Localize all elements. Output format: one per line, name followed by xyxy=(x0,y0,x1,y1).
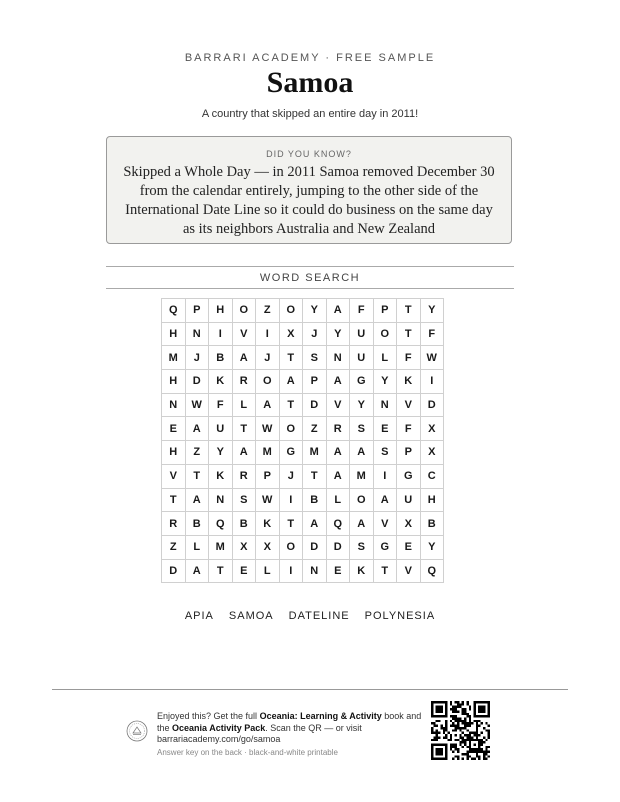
word-list xyxy=(0,610,620,622)
grid-cell: T xyxy=(162,488,186,512)
grid-cell: A xyxy=(303,512,327,536)
grid-cell: R xyxy=(162,512,186,536)
grid-cell: A xyxy=(326,441,350,465)
grid-cell: R xyxy=(232,370,256,394)
grid-cell: G xyxy=(279,441,303,465)
grid-cell: A xyxy=(185,417,209,441)
grid-row xyxy=(162,535,444,559)
grid-cell: Y xyxy=(350,393,374,417)
footer-divider xyxy=(52,689,568,690)
grid-cell: Z xyxy=(256,299,280,323)
grid-cell: E xyxy=(373,417,397,441)
grid-cell: T xyxy=(185,464,209,488)
word-item: DATELINE xyxy=(288,610,350,622)
grid-cell: S xyxy=(373,441,397,465)
qr-code-icon[interactable] xyxy=(431,701,490,760)
grid-cell: Y xyxy=(326,322,350,346)
grid-cell: X xyxy=(232,535,256,559)
grid-row xyxy=(162,512,444,536)
grid-cell: B xyxy=(420,512,444,536)
grid-cell: A xyxy=(326,464,350,488)
grid-cell: P xyxy=(185,299,209,323)
grid-cell: A xyxy=(326,370,350,394)
grid-cell: W xyxy=(256,488,280,512)
grid-cell: T xyxy=(209,559,233,583)
grid-cell: G xyxy=(350,370,374,394)
grid-cell: M xyxy=(303,441,327,465)
grid-cell: S xyxy=(350,417,374,441)
grid-cell: D xyxy=(303,393,327,417)
grid-cell: E xyxy=(232,559,256,583)
grid-cell: H xyxy=(162,322,186,346)
grid-cell: R xyxy=(232,464,256,488)
divider xyxy=(106,266,514,267)
grid-cell: X xyxy=(420,441,444,465)
fact-text: Skipped a Whole Day — in 2011 Samoa removed December 30 from the calendar entirely, jumping to the other side of the International Date Line so it could do business on the same day as its neighbors Australia and New Zealand xyxy=(123,164,495,237)
grid-cell: X xyxy=(420,417,444,441)
grid-cell: B xyxy=(303,488,327,512)
grid-cell: B xyxy=(232,512,256,536)
grid-cell: M xyxy=(209,535,233,559)
divider xyxy=(106,288,514,289)
page-subtitle: A country that skipped an entire day in 2011! xyxy=(201,108,419,120)
grid-cell: Q xyxy=(420,559,444,583)
grid-cell: I xyxy=(373,464,397,488)
grid-cell: Z xyxy=(303,417,327,441)
grid-cell: W xyxy=(185,393,209,417)
pack-title: Oceania Activity Pack xyxy=(172,722,266,733)
grid-cell: H xyxy=(162,370,186,394)
grid-row xyxy=(162,441,444,465)
grid-cell: D xyxy=(326,535,350,559)
footer-note: Answer key on the back · black-and-white printable xyxy=(157,747,338,757)
grid-cell: G xyxy=(373,535,397,559)
grid-cell: A xyxy=(350,441,374,465)
grid-row xyxy=(162,370,444,394)
grid-cell: G xyxy=(397,464,421,488)
grid-row xyxy=(162,417,444,441)
grid-cell: K xyxy=(397,370,421,394)
grid-cell: A xyxy=(350,512,374,536)
word-item: SAMOA xyxy=(228,610,274,622)
grid-cell: O xyxy=(350,488,374,512)
grid-cell: L xyxy=(185,535,209,559)
word-item: POLYNESIA xyxy=(364,610,436,622)
grid-cell: V xyxy=(162,464,186,488)
grid-cell: N xyxy=(185,322,209,346)
grid-cell: V xyxy=(373,512,397,536)
eyebrow: BARRARI ACADEMY · FREE SAMPLE xyxy=(184,52,436,64)
grid-row xyxy=(162,322,444,346)
grid-cell: D xyxy=(420,393,444,417)
grid-cell: M xyxy=(256,441,280,465)
grid-cell: A xyxy=(373,488,397,512)
grid-cell: Z xyxy=(162,535,186,559)
grid-cell: Q xyxy=(326,512,350,536)
grid-cell: K xyxy=(209,370,233,394)
grid-cell: I xyxy=(209,322,233,346)
grid-cell: K xyxy=(209,464,233,488)
grid-cell: U xyxy=(209,417,233,441)
grid-row xyxy=(162,393,444,417)
grid-cell: F xyxy=(350,299,374,323)
grid-cell: F xyxy=(209,393,233,417)
grid-cell: A xyxy=(185,559,209,583)
grid-row xyxy=(162,464,444,488)
grid-cell: Q xyxy=(209,512,233,536)
grid-cell: V xyxy=(397,393,421,417)
grid-cell: O xyxy=(373,322,397,346)
grid-cell: J xyxy=(256,346,280,370)
grid-cell: K xyxy=(350,559,374,583)
grid-cell: N xyxy=(209,488,233,512)
grid-cell: P xyxy=(373,299,397,323)
grid-cell: N xyxy=(162,393,186,417)
grid-cell: I xyxy=(279,559,303,583)
grid-cell: P xyxy=(303,370,327,394)
grid-cell: H xyxy=(162,441,186,465)
grid-cell: M xyxy=(350,464,374,488)
grid-cell: A xyxy=(326,299,350,323)
fact-box xyxy=(106,136,512,244)
word-search-title: WORD SEARCH xyxy=(259,272,361,284)
grid-cell: T xyxy=(303,464,327,488)
grid-cell: F xyxy=(397,417,421,441)
grid-cell: A xyxy=(232,441,256,465)
grid-cell: S xyxy=(232,488,256,512)
grid-cell: L xyxy=(256,559,280,583)
grid-cell: Y xyxy=(420,535,444,559)
grid-cell: A xyxy=(232,346,256,370)
grid-cell: H xyxy=(209,299,233,323)
grid-cell: I xyxy=(279,488,303,512)
grid-cell: P xyxy=(256,464,280,488)
grid-cell: T xyxy=(397,299,421,323)
grid-cell: S xyxy=(350,535,374,559)
grid-cell: E xyxy=(397,535,421,559)
grid-cell: Y xyxy=(209,441,233,465)
grid-cell: V xyxy=(232,322,256,346)
grid-cell: A xyxy=(279,370,303,394)
grid-cell: C xyxy=(420,464,444,488)
grid-cell: T xyxy=(397,322,421,346)
grid-cell: O xyxy=(279,417,303,441)
grid-cell: D xyxy=(185,370,209,394)
grid-cell: E xyxy=(162,417,186,441)
footer-lead: Enjoyed this? Get the full xyxy=(157,711,260,721)
grid-cell: X xyxy=(279,322,303,346)
grid-cell: F xyxy=(397,346,421,370)
grid-cell: D xyxy=(162,559,186,583)
grid-cell: L xyxy=(326,488,350,512)
grid-cell: J xyxy=(303,322,327,346)
grid-cell: U xyxy=(397,488,421,512)
grid-cell: W xyxy=(420,346,444,370)
grid-cell: I xyxy=(256,322,280,346)
grid-cell: P xyxy=(397,441,421,465)
grid-cell: T xyxy=(232,417,256,441)
grid-cell: M xyxy=(162,346,186,370)
word-item: APIA xyxy=(184,610,214,622)
grid-cell: S xyxy=(303,346,327,370)
grid-cell: N xyxy=(326,346,350,370)
book-title: Oceania: Learning & Activity xyxy=(259,711,382,721)
grid-cell: W xyxy=(256,417,280,441)
footer-mid: book and the xyxy=(157,711,422,733)
footer-tail: . Scan the QR — or visit barrariacademy.com/go/samoa xyxy=(157,722,362,744)
grid-cell: O xyxy=(232,299,256,323)
page-title: Samoa xyxy=(266,66,354,99)
grid-cell: U xyxy=(350,322,374,346)
grid-cell: E xyxy=(326,559,350,583)
grid-cell: F xyxy=(420,322,444,346)
grid-row xyxy=(162,559,444,583)
grid-cell: Z xyxy=(185,441,209,465)
grid-cell: O xyxy=(279,299,303,323)
grid-row xyxy=(162,488,444,512)
grid-cell: T xyxy=(279,512,303,536)
grid-cell: H xyxy=(420,488,444,512)
academy-seal-icon xyxy=(126,720,148,742)
fact-label: DID YOU KNOW? xyxy=(266,149,352,159)
grid-cell: T xyxy=(279,346,303,370)
grid-cell: V xyxy=(326,393,350,417)
grid-cell: L xyxy=(373,346,397,370)
grid-cell: J xyxy=(279,464,303,488)
footer-promo xyxy=(157,711,422,758)
grid-cell: X xyxy=(256,535,280,559)
grid-cell: T xyxy=(373,559,397,583)
grid-cell: L xyxy=(232,393,256,417)
grid-row xyxy=(162,299,444,323)
grid-cell: J xyxy=(185,346,209,370)
grid-cell: O xyxy=(279,535,303,559)
grid-row xyxy=(162,346,444,370)
grid-cell: N xyxy=(303,559,327,583)
grid-cell: N xyxy=(373,393,397,417)
grid-cell: O xyxy=(256,370,280,394)
grid-cell: Y xyxy=(373,370,397,394)
grid-cell: R xyxy=(326,417,350,441)
grid-cell: T xyxy=(279,393,303,417)
grid-cell: Y xyxy=(420,299,444,323)
grid-cell: Y xyxy=(303,299,327,323)
grid-cell: X xyxy=(397,512,421,536)
grid-cell: K xyxy=(256,512,280,536)
grid-cell: U xyxy=(350,346,374,370)
grid-cell: B xyxy=(209,346,233,370)
grid-cell: V xyxy=(397,559,421,583)
grid-cell: Q xyxy=(162,299,186,323)
grid-cell: I xyxy=(420,370,444,394)
grid-cell: A xyxy=(185,488,209,512)
word-search-grid xyxy=(161,298,444,583)
grid-cell: D xyxy=(303,535,327,559)
grid-cell: B xyxy=(185,512,209,536)
grid-cell: A xyxy=(256,393,280,417)
